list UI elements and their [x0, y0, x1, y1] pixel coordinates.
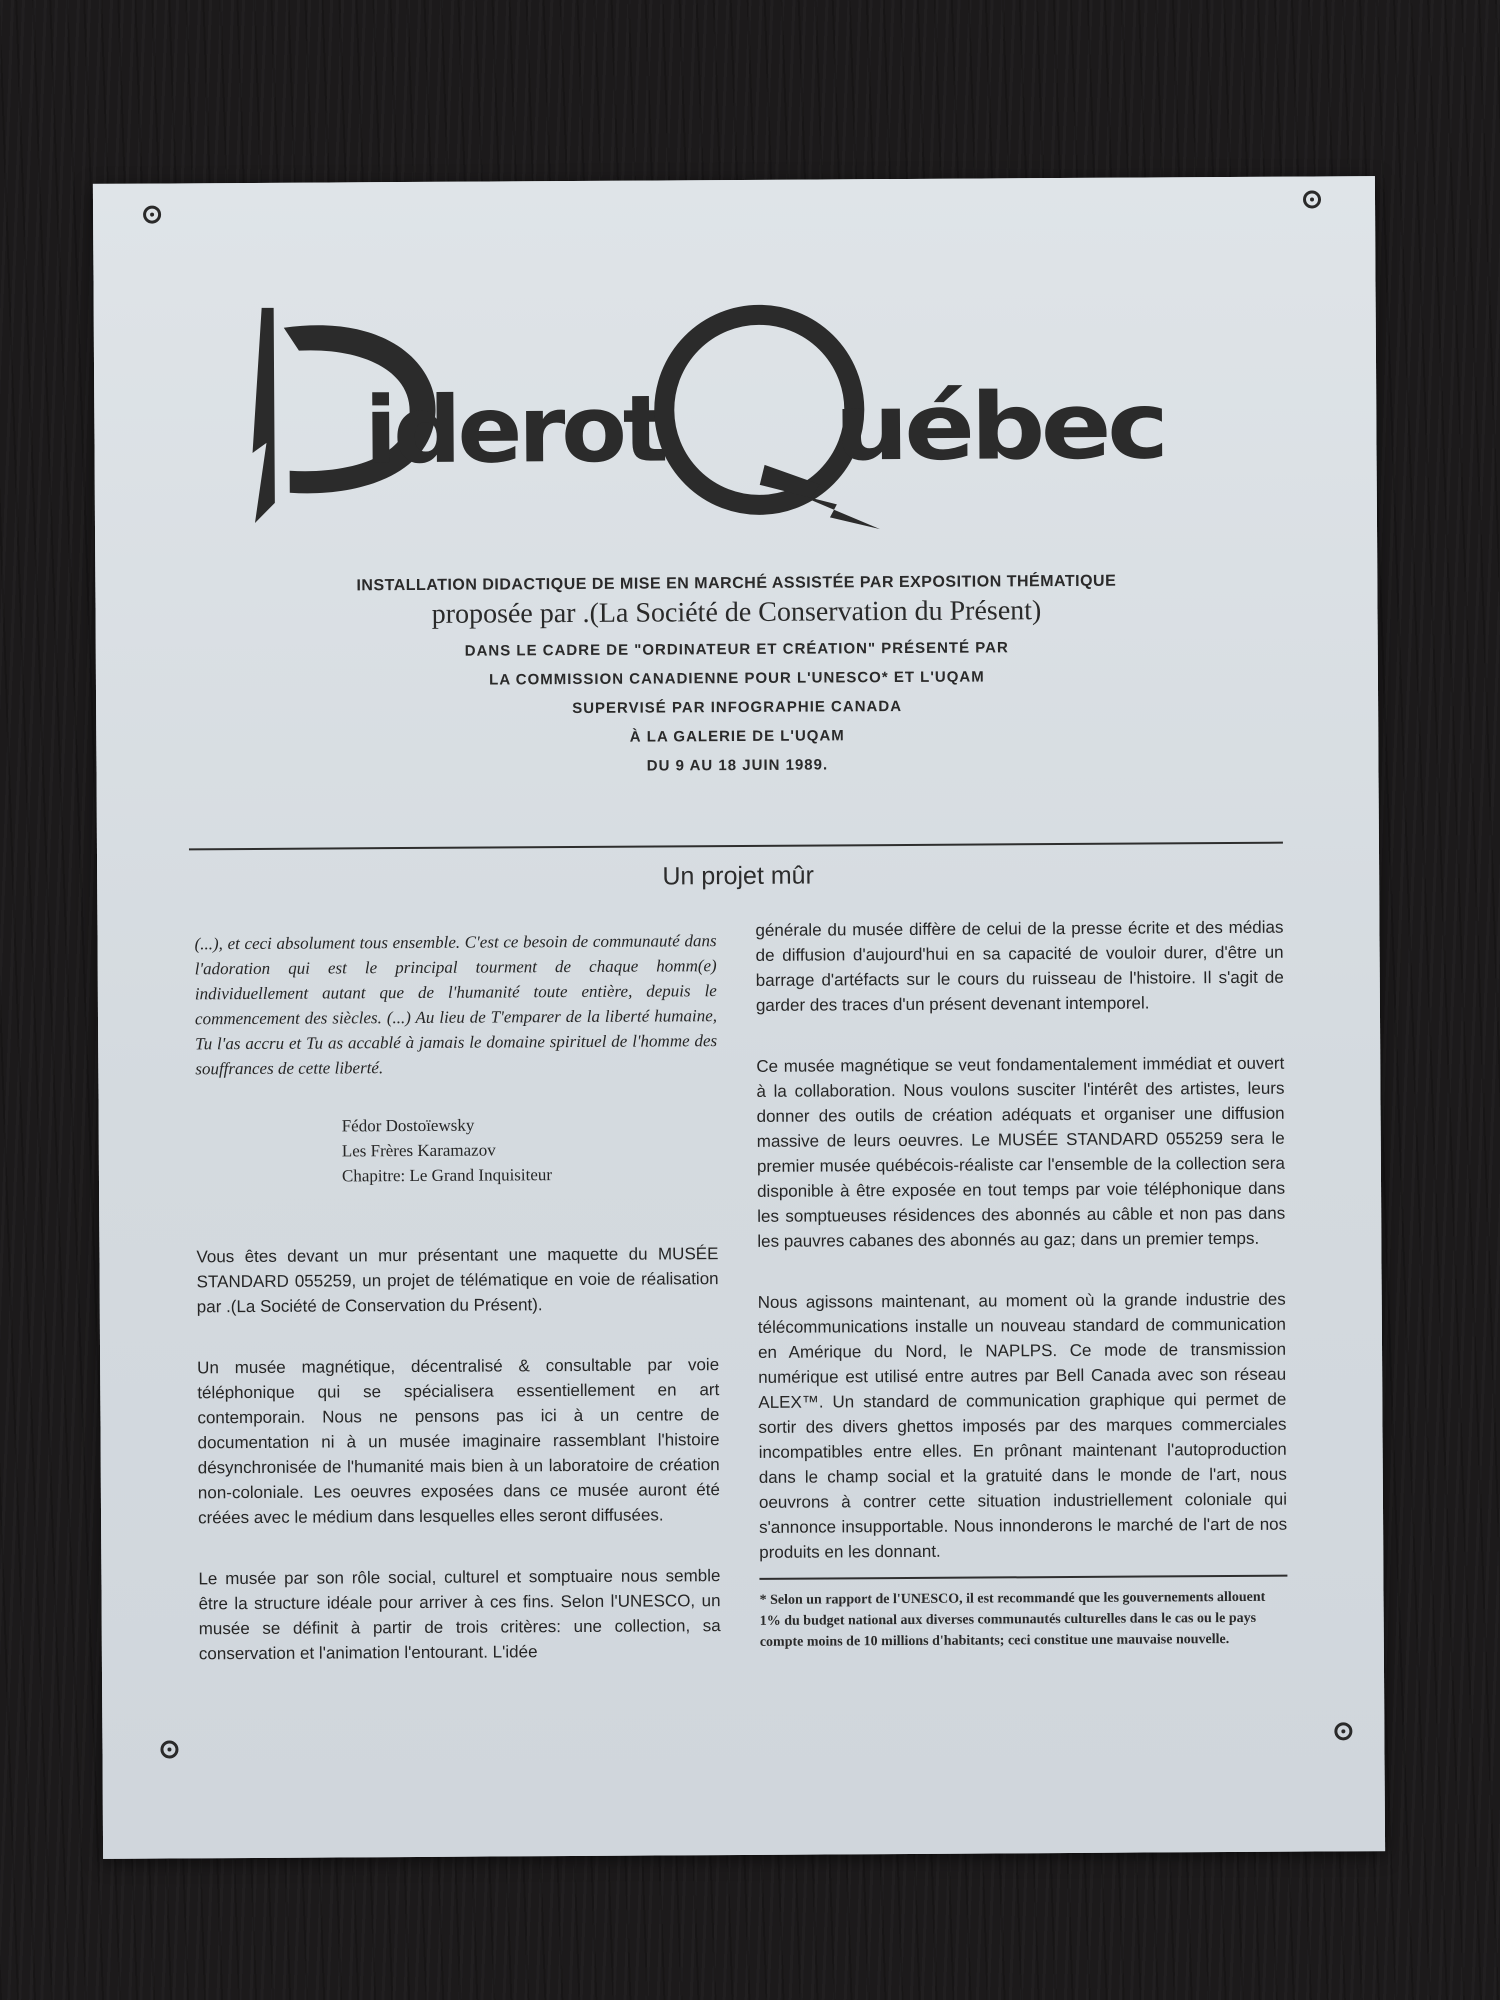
rivet-bottom-left: [160, 1740, 178, 1758]
quote-book: Les Frères Karamazov: [341, 1140, 496, 1161]
header-installation: INSTALLATION DIDACTIQUE DE MISE EN MARCHÉ ASSISTÉE PAR EXPOSITION THÉMATIQUE: [356, 572, 1117, 595]
footnote-divider: [759, 1575, 1287, 1580]
header-gallery: À LA GALERIE DE L'UQAM: [629, 727, 845, 746]
right-paragraph-3: Nous agissons maintenant, au moment où la grande industrie des télécommunications installe un nouveau standard de communication en Amérique du Nord, le NAPLPS. Ce mode de transmission numérique est utilisé entre autres par Bell Canada avec son réseau ALEX™. Un standard de communication graphique qui permet de sortir des divers ghettos imposés par des marques commerciales incompatibles entre elles. En prônant maintenant l'autoproduction dans le champ social et la gratuité dans le monde de l'art, nous oeuvrons à contrer cette situation industriellement coloniale qui s'annonce insupportable. Nous innonderons le marché de l'art de nos produits en les donnant.: [757, 1289, 1288, 1562]
rivet-bottom-right: [1334, 1722, 1352, 1740]
quote-chapter: Chapitre: Le Grand Inquisiteur: [341, 1165, 553, 1186]
left-paragraph-1: Vous êtes devant un mur présentant une maquette du MUSÉE STANDARD 055259, un projet de télématique en voie de réalisation par .(La Société de Conservation du Présent).: [196, 1244, 719, 1317]
left-column: [194, 928, 720, 1666]
dostoevsky-quote: (...), et ceci absolument tous ensemble. C'est ce besoin de communauté dans l'adoration qui est le principal tourment de chaque homm(e) individuellement autant que de l'humanité toute entière, depuis le commencement des siècles. (...) Au lieu de T'emparer de la liberté humaine, Tu l'as accru et Tu as accablé à jamais le domaine spirituel de l'homme des souffrances de cette liberté.: [194, 931, 718, 1079]
quote-author: Fédor Dostoïewsky: [341, 1115, 475, 1136]
rivet-top-left: [143, 206, 161, 224]
section-title: Un projet mûr: [662, 861, 814, 891]
header-context: DANS LE CADRE DE "ORDINATEUR ET CRÉATION" PRÉSENTÉ PAR: [464, 639, 1009, 660]
unesco-footnote: * Selon un rapport de l'UNESCO, il est recommandé que les gouvernements allouent 1% du budget national aux diverses communautés culturelles dans le cas ou le pays compte moins de 10 millions d'habitants; ceci constitue une mauvaise nouvelle.: [759, 1589, 1266, 1650]
header-supervised: SUPERVISÉ PAR INFOGRAPHIE CANADA: [572, 697, 903, 718]
header-divider: [189, 842, 1283, 851]
rivet-top-right: [1303, 190, 1321, 208]
logo-word-quebec: uébec: [834, 372, 1126, 482]
logo-q-ring: [664, 314, 855, 505]
flyer-page: [93, 176, 1385, 1859]
exhibition-header: [95, 571, 1378, 784]
logo-d-bolt: [252, 308, 275, 523]
left-paragraph-3: Le musée par son rôle social, culturel et somptuaire nous semble être la structure idéale pour arriver à ces fins. Selon l'UNESCO, un musée se définit à partir de trois critères: une collection, sa conservation et l'animation l'entourant. L'idée: [198, 1566, 721, 1664]
header-dates: DU 9 AU 18 JUIN 1989.: [646, 756, 829, 775]
right-column: [755, 915, 1287, 1653]
right-paragraph-2: Ce musée magnétique se veut fondamentalement immédiat et ouvert à la collaboration. Nous voulons susciter l'intérêt des artistes, leurs donner des outils de création adéquats et organiser une diffusion massive de leurs oeuvres. Le MUSÉE STANDARD 055259 sera le premier musée québécois-réaliste car l'ensemble de la collection sera disponible à être exposée en tout temps par voie téléphonique dans les somptueuses résidences des abonnés au câble et non pas dans les pauvres cabanes des abonnés au gaz; dans un premier temps.: [756, 1053, 1286, 1251]
left-paragraph-2: Un musée magnétique, décentralisé & consultable par voie téléphonique qui se spécialisera essentiellement en art contemporain. Nous ne pensons pas ici à un centre de documentation ni à un musée imaginaire rassemblant l'histoire désynchronisée de l'humanité mais bien à un laboratoire de création non-coloniale. Les oeuvres exposées dans ce musée auront été créées avec le médium dans lesquelles elles seront diffusées.: [197, 1355, 720, 1528]
right-paragraph-1: générale du musée diffère de celui de la presse écrite et des médias de diffusion d'aujourd'hui en sa capacité de vouloir durer, d'être un barrage d'artéfacts sur le cours du ruisseau de l'histoire. Il s'agit de garder des traces d'un présent devenant intemporel.: [755, 917, 1284, 1015]
logo-word-diderot: iderot: [364, 375, 654, 485]
diderot-quebec-logo: [244, 287, 1246, 543]
header-proposed-by: proposée par .(La Société de Conservation du Présent): [431, 595, 1042, 630]
header-commission: LA COMMISSION CANADIENNE POUR L'UNESCO* ET L'UQAM: [489, 668, 985, 689]
